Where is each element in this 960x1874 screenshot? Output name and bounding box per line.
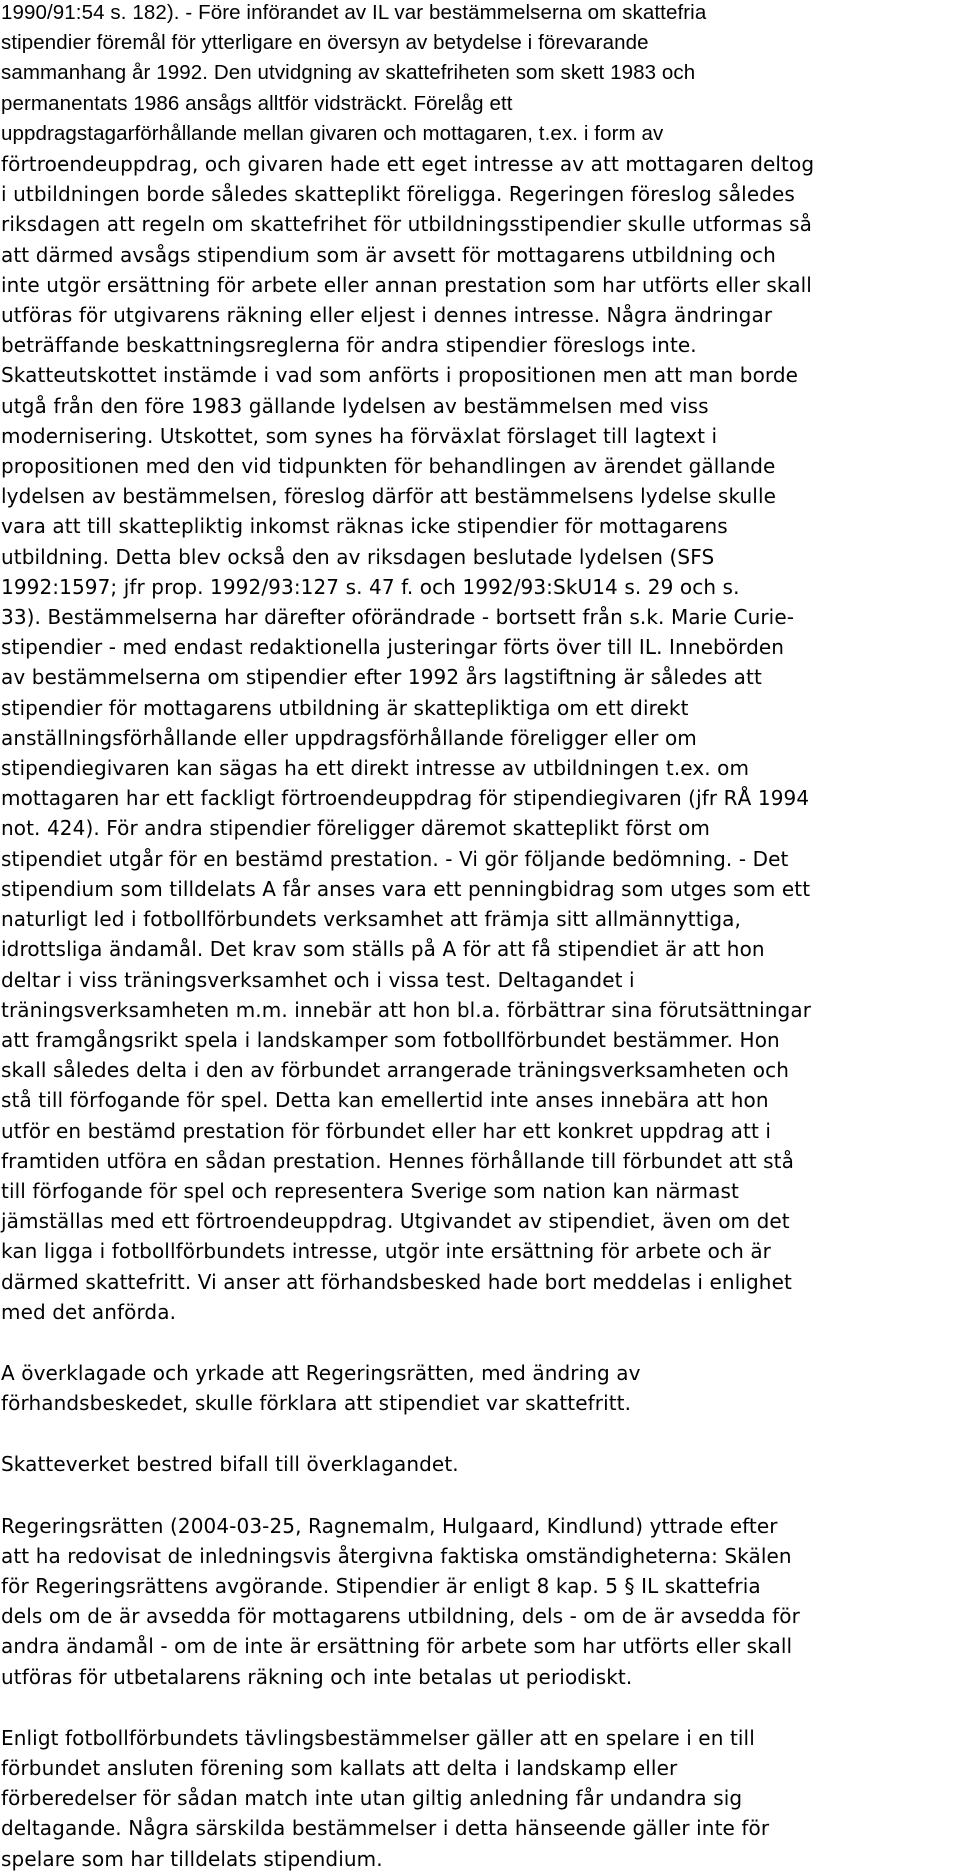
text-line: förbundet ansluten förening som kallats att delta i landskamp eller <box>1 1755 678 1780</box>
text-line: permanentats 1986 ansågs alltför vidsträckt. Förelåg ett <box>1 91 513 115</box>
text-line: spelare som har tilldelats stipendium. <box>1 1846 383 1871</box>
text-line: stipendiegivaren kan sägas ha ett direkt intresse av utbildningen t.ex. om <box>1 756 750 781</box>
text-line: stipendier - med endast redaktionella justeringar förts över till IL. Innebörden <box>1 635 785 660</box>
text-line: 1992:1597; jfr prop. 1992/93:127 s. 47 f. och 1992/93:SkU14 s. 29 och s. <box>1 574 740 599</box>
text-line: utbildning. Detta blev också den av riksdagen beslutade lydelsen (SFS <box>1 544 715 569</box>
text-line: vara att till skattepliktig inkomst räknas icke stipendier för mottagarens <box>1 514 728 539</box>
text-line: av bestämmelserna om stipendier efter 1992 års lagstiftning är således att <box>1 665 762 690</box>
text-line: utföras för utbetalarens räkning och inte betalas ut periodiskt. <box>1 1664 633 1689</box>
paragraph-tax-agency <box>1 1449 946 1479</box>
text-line: Skatteverket bestred bifall till överklagandet. <box>1 1452 459 1477</box>
text-line: inte utgör ersättning för arbete eller annan prestation som har utförts eller skall <box>1 272 812 297</box>
paragraph-background <box>1 0 946 1327</box>
text-line: lydelsen av bestämmelsen, föreslog därför att bestämmelsens lydelse skulle <box>1 484 777 509</box>
text-line: framtiden utföra en sådan prestation. Hennes förhållande till förbundet att stå <box>1 1148 794 1173</box>
text-line: deltagande. Några särskilda bestämmelser i detta hänseende gäller inte för <box>1 1816 770 1841</box>
text-line: beträffande beskattningsreglerna för andra stipendier föreslogs inte. <box>1 333 697 358</box>
text-line: att därmed avsågs stipendium som är avsett för mottagarens utbildning och <box>1 242 776 267</box>
text-line: förberedelser för sådan match inte utan giltig anledning får undandra sig <box>1 1786 743 1811</box>
paragraph-competition-rules <box>1 1723 946 1874</box>
text-line: naturligt led i fotbollförbundets verksamhet att främja sitt allmännyttiga, <box>1 907 741 932</box>
text-line: med det anförda. <box>1 1299 177 1324</box>
text-line: anställningsförhållande eller uppdragsförhållande föreligger eller om <box>1 725 697 750</box>
text-line: därmed skattefritt. Vi anser att förhandsbesked hade bort meddelas i enlighet <box>1 1269 792 1294</box>
text-line: kan ligga i fotbollförbundets intresse, utgör inte ersättning för arbete och är <box>1 1239 771 1264</box>
text-line: för Regeringsrättens avgörande. Stipendier är enligt 8 kap. 5 § IL skattefria <box>1 1573 761 1598</box>
text-line: uppdragstagarförhållande mellan givaren och mottagaren, t.ex. i form av <box>1 121 664 145</box>
text-line: utför en bestämd prestation för förbundet eller har ett konkret uppdrag att i <box>1 1118 771 1143</box>
text-line: utgå från den före 1983 gällande lydelsen av bestämmelsen med viss <box>1 393 709 418</box>
text-line: sammanhang år 1992. Den utvidgning av skattefriheten som skett 1983 och <box>1 61 696 85</box>
text-line: A överklagade och yrkade att Regeringsrätten, med ändring av <box>1 1360 641 1385</box>
text-line: 1990/91:54 s. 182). - Före införandet av IL var bestämmelserna om skattefria <box>1 1 707 24</box>
text-line: 33). Bestämmelserna har därefter oförändrade - bortsett från s.k. Marie Curie- <box>1 605 795 630</box>
text-line: träningsverksamheten m.m. innebär att hon bl.a. förbättrar sina förutsättningar <box>1 997 812 1022</box>
text-line: dels om de är avsedda för mottagarens utbildning, dels - om de är avsedda för <box>1 1604 800 1629</box>
text-line: Skatteutskottet instämde i vad som anförts i propositionen men att man borde <box>1 363 799 388</box>
text-line: utföras för utgivarens räkning eller eljest i dennes intresse. Några ändringar <box>1 303 773 328</box>
text-line: stipendium som tilldelats A får anses vara ett penningbidrag som utges som ett <box>1 876 811 901</box>
text-line: not. 424). För andra stipendier föreligger däremot skatteplikt först om <box>1 816 710 841</box>
text-line: jämställas med ett förtroendeuppdrag. Utgivandet av stipendiet, även om det <box>1 1209 790 1234</box>
text-line: modernisering. Utskottet, som synes ha förväxlat förslaget till lagtext i <box>1 423 718 448</box>
text-line: Regeringsrätten (2004-03-25, Ragnemalm, Hulgaard, Kindlund) yttrade efter <box>1 1513 778 1538</box>
text-line: Enligt fotbollförbundets tävlingsbestämmelser gäller att en spelare i en till <box>1 1725 755 1750</box>
text-line: i utbildningen borde således skatteplikt föreligga. Regeringen föreslog således <box>1 182 795 207</box>
text-line: stipendiet utgår för en bestämd prestation. - Vi gör följande bedömning. - Det <box>1 846 789 871</box>
paragraph-court-reasoning <box>1 1511 946 1692</box>
text-line: stipendier för mottagarens utbildning är skattepliktiga om ett direkt <box>1 695 689 720</box>
text-line: mottagaren har ett fackligt förtroendeuppdrag för stipendiegivaren (jfr RÅ 1994 <box>1 786 810 811</box>
text-line: skall således delta i den av förbundet arrangerade träningsverksamheten och <box>1 1058 789 1083</box>
text-line: att framgångsrikt spela i landskamper som fotbollförbundet bestämmer. Hon <box>1 1027 780 1052</box>
text-line: idrottsliga ändamål. Det krav som ställs på A för att få stipendiet är att hon <box>1 937 765 962</box>
text-line: andra ändamål - om de inte är ersättning för arbete som har utförts eller skall <box>1 1634 793 1659</box>
text-line: deltar i viss träningsverksamhet och i vissa test. Deltagandet i <box>1 967 635 992</box>
text-line: propositionen med den vid tidpunkten för behandlingen av ärendet gällande <box>1 454 776 479</box>
text-line: att ha redovisat de inledningsvis återgivna faktiska omständigheterna: Skälen <box>1 1543 792 1568</box>
text-line: förtroendeuppdrag, och givaren hade ett eget intresse av att mottagaren deltog <box>1 152 815 177</box>
text-line: förhandsbeskedet, skulle förklara att stipendiet var skattefritt. <box>1 1391 632 1416</box>
text-line: stipendier föremål för ytterligare en översyn av betydelse i förevarande <box>1 31 649 55</box>
text-line: riksdagen att regeln om skattefrihet för utbildningsstipendier skulle utformas så <box>1 212 813 237</box>
text-line: till förfogande för spel och representera Sverige som nation kan närmast <box>1 1178 739 1203</box>
text-line: stå till förfogande för spel. Detta kan emellertid inte anses innebära att hon <box>1 1088 769 1113</box>
paragraph-appeal <box>1 1358 946 1418</box>
